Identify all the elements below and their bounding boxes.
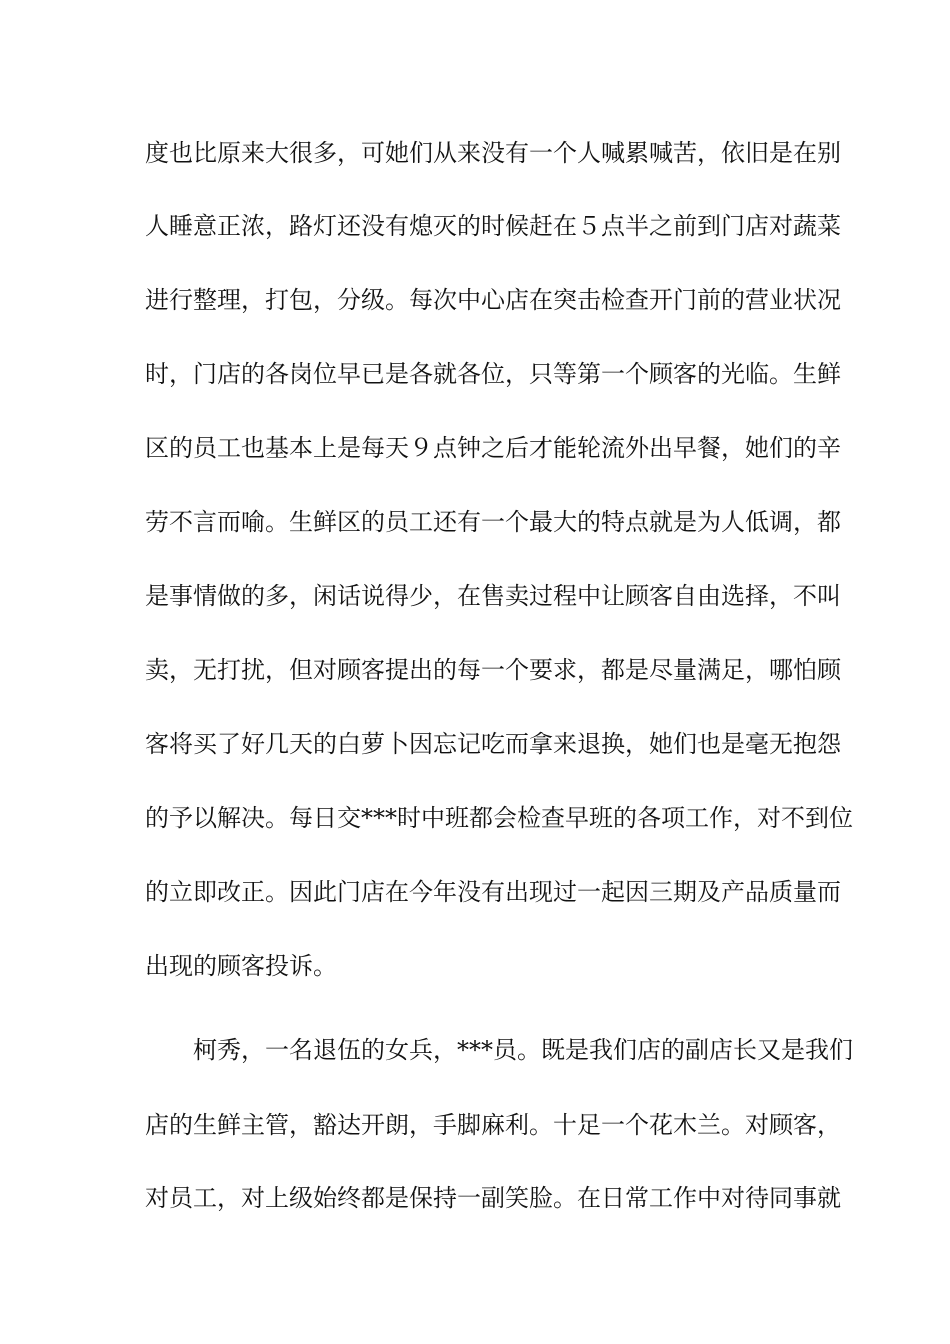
paragraph-start-line: 柯秀，一名退伍的女兵，***员。既是我们店的副店长又是我们 [193,1036,853,1064]
paragraph-end-line: 出现的顾客投诉。 [145,952,337,980]
text-line: 进行整理，打包，分级。每次中心店在突击检查开门前的营业状况 [145,286,841,314]
text-line: 时，门店的各岗位早已是各就各位，只等第一个顾客的光临。生鲜 [145,360,841,388]
text-line: 客将买了好几天的白萝卜因忘记吃而拿来退换，她们也是毫无抱怨 [145,730,841,758]
text-line: 区的员工也基本上是每天９点钟之后才能轮流外出早餐，她们的辛 [145,434,841,462]
text-line: 人睡意正浓，路灯还没有熄灭的时候赶在５点半之前到门店对蔬菜 [145,212,841,240]
text-line: 是事情做的多，闲话说得少，在售卖过程中让顾客自由选择，不叫 [145,582,841,610]
text-line: 劳不言而喻。生鲜区的员工还有一个最大的特点就是为人低调，都 [145,508,841,536]
text-line: 的立即改正。因此门店在今年没有出现过一起因三期及产品质量而 [145,878,841,906]
text-line: 度也比原来大很多，可她们从来没有一个人喊累喊苦，依旧是在别 [145,139,841,167]
text-line: 店的生鲜主管，豁达开朗，手脚麻利。十足一个花木兰。对顾客， [145,1111,841,1139]
text-line: 卖，无打扰，但对顾客提出的每一个要求，都是尽量满足，哪怕顾 [145,656,841,684]
text-line: 对员工，对上级始终都是保持一副笑脸。在日常工作中对待同事就 [145,1184,841,1212]
text-line: 的予以解决。每日交***时中班都会检查早班的各项工作，对不到位 [145,804,853,832]
